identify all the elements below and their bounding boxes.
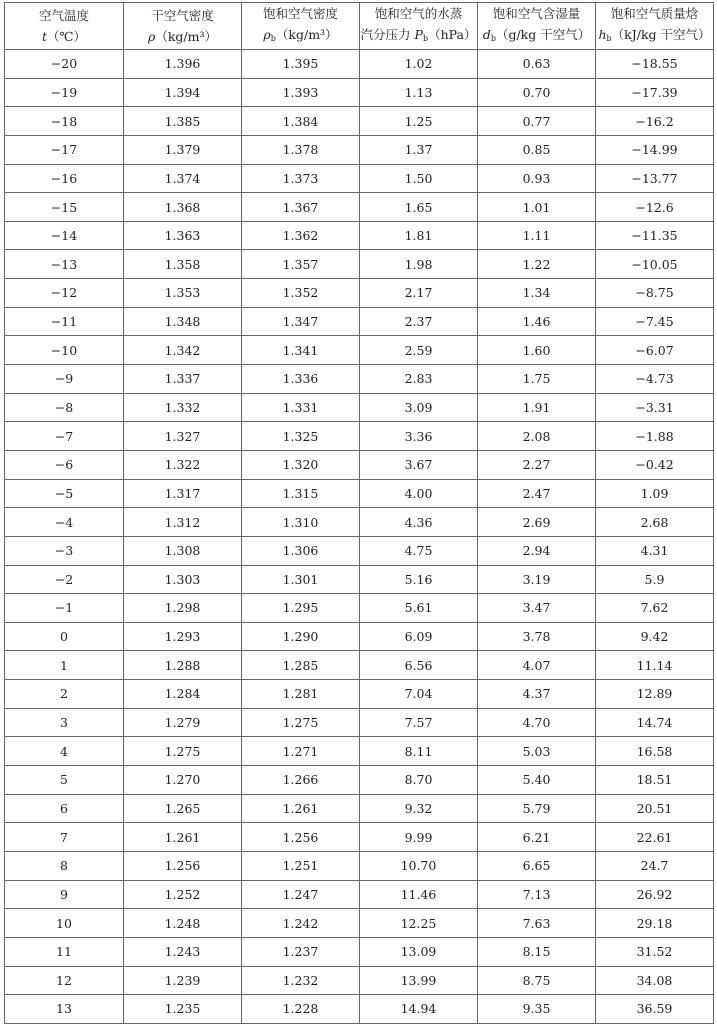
table-cell: 1.394 [124,78,242,107]
column-unit: （kg/m³） [155,29,217,44]
table-cell: −6 [5,450,124,479]
table-cell: 26.92 [596,880,714,909]
table-cell: 34.08 [596,966,714,995]
table-cell: −8 [5,393,124,422]
table-cell: −18.55 [596,50,714,79]
table-cell: 2.83 [360,365,478,394]
column-header-unit-line [596,24,713,49]
table-cell: −7 [5,422,124,451]
table-cell: 7.63 [478,909,596,938]
table-cell: 14.74 [596,708,714,737]
table-row [5,135,714,164]
table-cell: 1.352 [242,279,360,308]
column-unit: （kJ/kg 干空气） [611,27,711,42]
table-cell: 9.42 [596,622,714,651]
table-cell: 9 [5,880,124,909]
table-cell: 6.21 [478,823,596,852]
table-cell: 5.40 [478,766,596,795]
table-cell: 1.60 [478,336,596,365]
column-header [360,3,478,50]
table-cell: 1.34 [478,279,596,308]
column-header-unit-line [124,26,241,47]
table-cell: −6.07 [596,336,714,365]
table-cell: 1.09 [596,479,714,508]
table-row [5,565,714,594]
table-cell: 1.367 [242,193,360,222]
table-row [5,78,714,107]
table-cell: 1.256 [242,823,360,852]
table-cell: 5.61 [360,594,478,623]
table-cell: 1.37 [360,135,478,164]
table-cell: 8.11 [360,737,478,766]
table-row [5,193,714,222]
table-row [5,107,714,136]
table-cell: −13.77 [596,164,714,193]
table-cell: 3.67 [360,450,478,479]
table-cell: 1.01 [478,193,596,222]
table-cell: 1.310 [242,508,360,537]
table-cell: 1.368 [124,193,242,222]
table-cell: 4.31 [596,536,714,565]
table-cell: 5.79 [478,794,596,823]
table-cell: 1.298 [124,594,242,623]
table-row [5,708,714,737]
table-cell: −5 [5,479,124,508]
table-cell: 2.37 [360,307,478,336]
table-header [5,3,714,50]
table-cell: 13 [5,995,124,1024]
table-cell: 1.341 [242,336,360,365]
table-cell: 8 [5,851,124,880]
table-cell: 2.59 [360,336,478,365]
table-row [5,450,714,479]
table-cell: 1.247 [242,880,360,909]
column-symbol-subscript: b [270,34,276,43]
table-cell: 10 [5,909,124,938]
table-cell: 1.275 [124,737,242,766]
table-row [5,851,714,880]
table-cell: 1.46 [478,307,596,336]
table-row [5,737,714,766]
table-cell: 1.312 [124,508,242,537]
table-cell: 2 [5,680,124,709]
table-cell: 3.47 [478,594,596,623]
table-row [5,966,714,995]
table-cell: 0.85 [478,135,596,164]
table-cell: 1.385 [124,107,242,136]
table-cell: 1.11 [478,221,596,250]
table-cell: 1.325 [242,422,360,451]
table-cell: 2.27 [478,450,596,479]
table-cell: −13 [5,250,124,279]
table-cell: −12.6 [596,193,714,222]
table-cell: 1.22 [478,250,596,279]
table-cell: −11 [5,307,124,336]
table-cell: 4.75 [360,536,478,565]
table-cell: −9 [5,365,124,394]
table-cell: 1.81 [360,221,478,250]
table-cell: 7.62 [596,594,714,623]
column-header-unit-line [478,24,595,49]
table-cell: 3.19 [478,565,596,594]
table-cell: 1.237 [242,937,360,966]
table-cell: −14 [5,221,124,250]
table-cell: −14.99 [596,135,714,164]
table-cell: 1.396 [124,50,242,79]
table-row [5,823,714,852]
table-cell: 1.261 [124,823,242,852]
table-cell: −18 [5,107,124,136]
table-cell: 11 [5,937,124,966]
table-cell: 13.09 [360,937,478,966]
table-cell: −16.2 [596,107,714,136]
column-header [596,3,714,50]
table-cell: 1.348 [124,307,242,336]
column-header [124,3,242,50]
column-symbol: t [41,29,48,44]
table-cell: 2.47 [478,479,596,508]
table-cell: 1 [5,651,124,680]
table-row [5,880,714,909]
column-header-title: 干空气密度 [151,8,214,23]
table-cell: 1.362 [242,221,360,250]
table-cell: 1.98 [360,250,478,279]
table-cell: 2.94 [478,536,596,565]
column-header-title: 饱和空气质量焓 [610,6,699,21]
table-row [5,250,714,279]
table-cell: 1.235 [124,995,242,1024]
table-cell: 1.232 [242,966,360,995]
table-cell: −4 [5,508,124,537]
table-cell: 1.332 [124,393,242,422]
table-cell: −4.73 [596,365,714,394]
table-cell: 1.374 [124,164,242,193]
table-cell: 5.03 [478,737,596,766]
table-cell: 1.285 [242,651,360,680]
table-cell: −7.45 [596,307,714,336]
table-cell: 7.04 [360,680,478,709]
table-cell: 5.9 [596,565,714,594]
header-row [5,3,714,50]
table-cell: 12.25 [360,909,478,938]
table-cell: 9.99 [360,823,478,852]
table-cell: 1.275 [242,708,360,737]
table-cell: −12 [5,279,124,308]
column-symbol-subscript: b [490,34,496,43]
table-cell: 6.65 [478,851,596,880]
table-row [5,536,714,565]
table-cell: −3.31 [596,393,714,422]
table-cell: 1.378 [242,135,360,164]
table-cell: 14.94 [360,995,478,1024]
column-symbol-subscript: b [422,34,429,43]
table-cell: 0 [5,622,124,651]
table-row [5,594,714,623]
table-cell: 1.13 [360,78,478,107]
table-cell: −11.35 [596,221,714,250]
table-cell: −16 [5,164,124,193]
table-row [5,164,714,193]
table-cell: −2 [5,565,124,594]
table-row [5,995,714,1024]
table-cell: 1.336 [242,365,360,394]
air-properties-table [4,2,714,1024]
table-cell: 12 [5,966,124,995]
table-cell: −17.39 [596,78,714,107]
table-cell: 1.281 [242,680,360,709]
table-cell: 1.243 [124,937,242,966]
table-cell: 1.261 [242,794,360,823]
column-unit: （kg/m³） [275,27,338,42]
table-cell: 1.317 [124,479,242,508]
column-header-unit-line [360,24,477,49]
table-cell: 0.93 [478,164,596,193]
table-cell: 29.18 [596,909,714,938]
table-cell: 1.293 [124,622,242,651]
table-cell: 1.228 [242,995,360,1024]
table-cell: 8.75 [478,966,596,995]
table-cell: −1.88 [596,422,714,451]
table-cell: 3 [5,708,124,737]
table-row [5,479,714,508]
table-cell: 8.70 [360,766,478,795]
table-row [5,279,714,308]
table-cell: 16.58 [596,737,714,766]
table-cell: 4 [5,737,124,766]
table-cell: 3.09 [360,393,478,422]
table-cell: −8.75 [596,279,714,308]
table-cell: 1.279 [124,708,242,737]
table-cell: 1.50 [360,164,478,193]
column-header-title: 饱和空气密度 [262,6,338,21]
table-row [5,221,714,250]
table-cell: −20 [5,50,124,79]
table-cell: 1.256 [124,851,242,880]
table-cell: 9.35 [478,995,596,1024]
table-row [5,393,714,422]
table-cell: 1.353 [124,279,242,308]
table-cell: 2.68 [596,508,714,537]
table-row [5,307,714,336]
table-row [5,680,714,709]
column-header-unit-line [5,26,123,47]
table-cell: 7.13 [478,880,596,909]
column-header-unit-line [242,24,359,49]
column-unit: （g/kg 干空气） [495,27,591,42]
table-cell: 4.07 [478,651,596,680]
table-cell: 2.08 [478,422,596,451]
column-header [478,3,596,50]
table-cell: 1.384 [242,107,360,136]
column-header-title: 饱和空气的水蒸 [374,6,463,21]
table-cell: 0.63 [478,50,596,79]
column-symbol: ρ [147,29,156,44]
table-cell: 1.02 [360,50,478,79]
table-cell: 22.61 [596,823,714,852]
table-cell: 1.265 [124,794,242,823]
column-symbol: h [598,27,607,42]
table-row [5,794,714,823]
table-cell: −19 [5,78,124,107]
table-cell: 1.308 [124,536,242,565]
table-cell: 1.363 [124,221,242,250]
table-cell: 13.99 [360,966,478,995]
table-cell: 1.358 [124,250,242,279]
table-cell: 1.301 [242,565,360,594]
table-cell: 6.56 [360,651,478,680]
table-row [5,622,714,651]
table-cell: 24.7 [596,851,714,880]
table-cell: −10 [5,336,124,365]
table-row [5,422,714,451]
column-unit: （℃） [47,29,86,44]
column-header [242,3,360,50]
table-cell: −3 [5,536,124,565]
column-header [5,3,124,50]
table-cell: 1.315 [242,479,360,508]
table-cell: 1.65 [360,193,478,222]
column-symbol: d [482,27,491,42]
table-cell: 1.322 [124,450,242,479]
table-cell: 1.373 [242,164,360,193]
table-cell: 5 [5,766,124,795]
table-cell: 4.37 [478,680,596,709]
table-cell: 1.271 [242,737,360,766]
table-cell: 6 [5,794,124,823]
table-cell: 18.51 [596,766,714,795]
table-cell: 1.327 [124,422,242,451]
table-cell: 3.36 [360,422,478,451]
table-cell: 1.347 [242,307,360,336]
table-cell: 1.242 [242,909,360,938]
table-cell: 7.57 [360,708,478,737]
table-cell: 1.357 [242,250,360,279]
table-row [5,937,714,966]
table-cell: −0.42 [596,450,714,479]
table-cell: −15 [5,193,124,222]
table-cell: 1.251 [242,851,360,880]
table-cell: 1.25 [360,107,478,136]
table-cell: 1.393 [242,78,360,107]
table-cell: 3.78 [478,622,596,651]
table-cell: 0.70 [478,78,596,107]
table-row [5,508,714,537]
table-row [5,50,714,79]
table-cell: 31.52 [596,937,714,966]
table-cell: 5.16 [360,565,478,594]
column-header-title-cont: 汽分压力 [360,27,415,42]
table-cell: 8.15 [478,937,596,966]
table-cell: 1.303 [124,565,242,594]
column-symbol: P [414,27,423,42]
table-cell: 1.290 [242,622,360,651]
table-cell: 1.395 [242,50,360,79]
table-cell: 6.09 [360,622,478,651]
table-row [5,909,714,938]
table-cell: 1.331 [242,393,360,422]
table-row [5,651,714,680]
column-unit: （hPa） [428,27,477,42]
table-cell: −1 [5,594,124,623]
table-cell: 0.77 [478,107,596,136]
table-cell: 36.59 [596,995,714,1024]
table-row [5,365,714,394]
table-cell: 1.239 [124,966,242,995]
column-symbol: ρ [263,27,271,42]
table-cell: 1.379 [124,135,242,164]
table-cell: 1.295 [242,594,360,623]
table-cell: 1.270 [124,766,242,795]
table-cell: 11.46 [360,880,478,909]
column-header-title: 饱和空气含湿量 [492,6,581,21]
table-cell: 2.17 [360,279,478,308]
table-cell: 1.337 [124,365,242,394]
table-cell: 1.342 [124,336,242,365]
table-cell: 20.51 [596,794,714,823]
table-cell: 4.36 [360,508,478,537]
table-cell: 1.75 [478,365,596,394]
table-cell: −10.05 [596,250,714,279]
table-cell: 4.70 [478,708,596,737]
table-cell: −17 [5,135,124,164]
table-cell: 9.32 [360,794,478,823]
table-cell: 10.70 [360,851,478,880]
table-cell: 1.266 [242,766,360,795]
table-cell: 1.320 [242,450,360,479]
table-cell: 11.14 [596,651,714,680]
column-symbol-subscript: b [606,34,612,43]
table-cell: 1.284 [124,680,242,709]
table-cell: 1.91 [478,393,596,422]
table-cell: 4.00 [360,479,478,508]
table-cell: 1.248 [124,909,242,938]
table-cell: 2.69 [478,508,596,537]
table-row [5,336,714,365]
table-row [5,766,714,795]
table-cell: 1.306 [242,536,360,565]
table-cell: 1.288 [124,651,242,680]
table-cell: 1.252 [124,880,242,909]
table-body [5,50,714,1024]
table-cell: 7 [5,823,124,852]
table-cell: 12.89 [596,680,714,709]
column-header-title: 空气温度 [38,8,89,23]
